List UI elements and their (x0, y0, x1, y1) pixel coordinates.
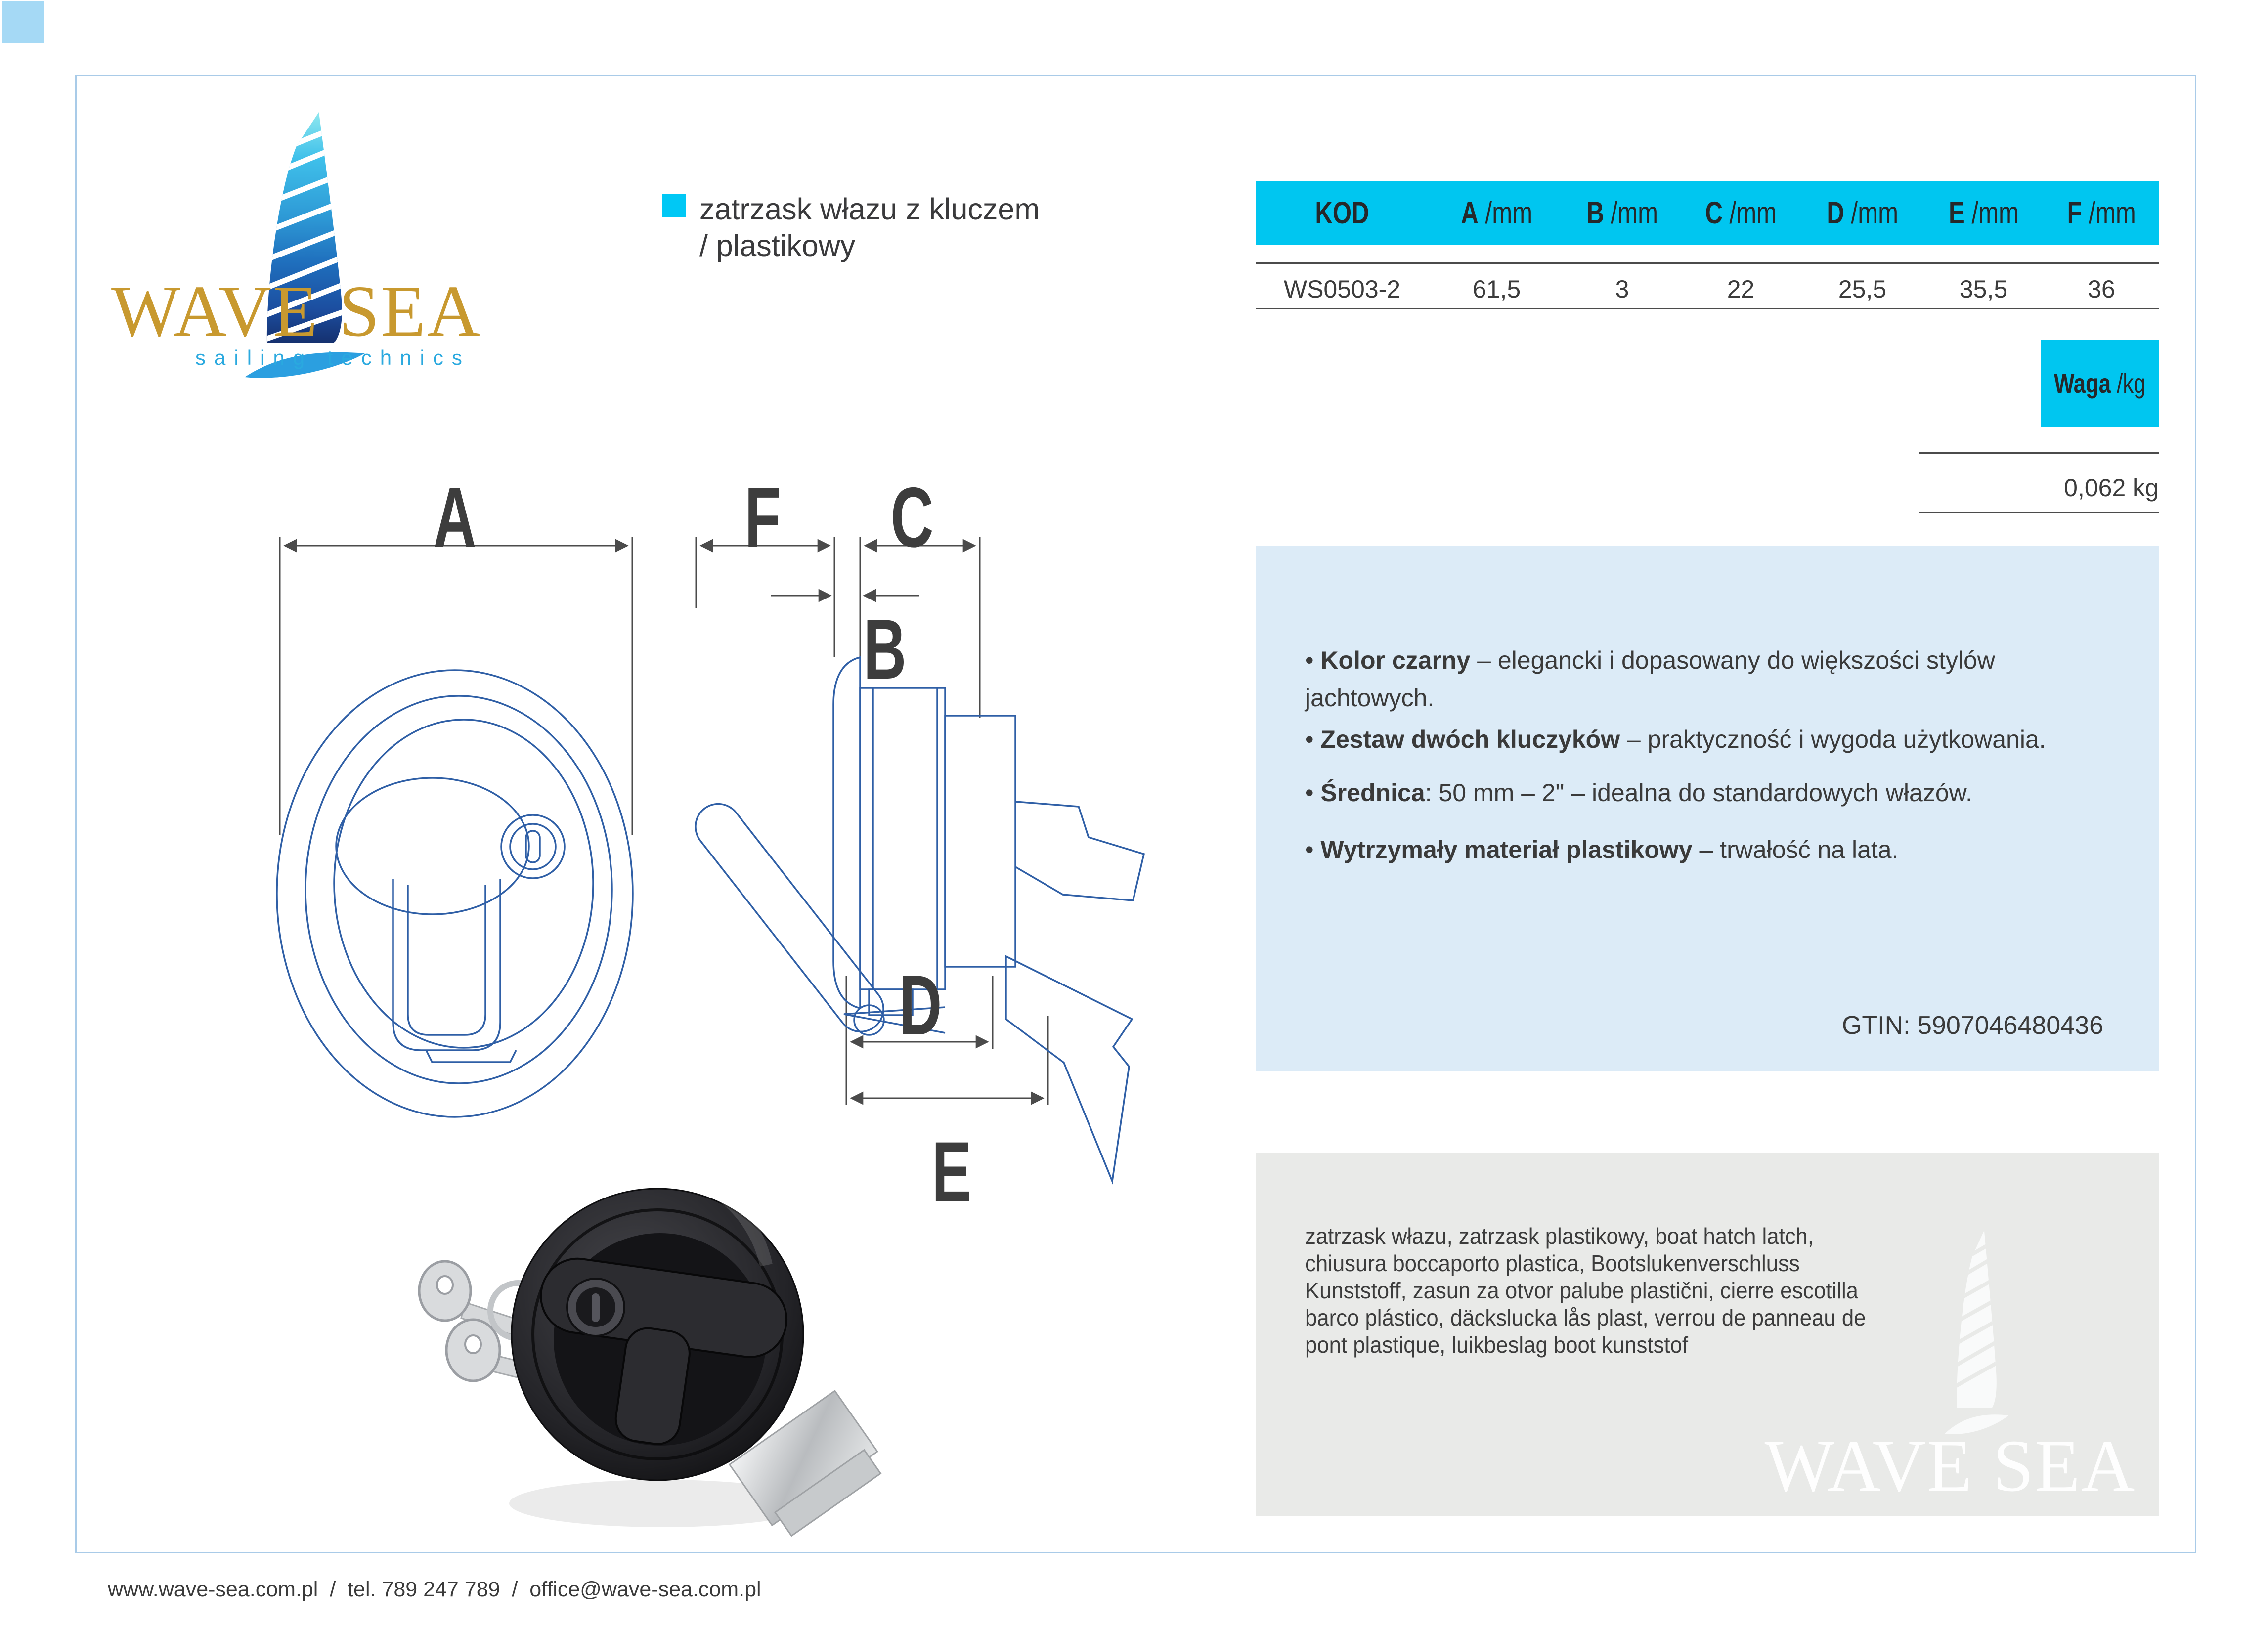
col-header-d: D /mm (1827, 196, 1898, 230)
cell-e: 35,5 (1959, 275, 2008, 303)
dim-label-a: A (433, 470, 477, 565)
cell-d: 25,5 (1838, 275, 1887, 303)
logo-wordmark: WAVE SEA (111, 271, 481, 352)
gtin-code: GTIN: 5907046480436 (1841, 1011, 2103, 1040)
cell-kod: WS0503-2 (1283, 275, 1401, 303)
feature-bullet-3: • Średnica: 50 mm – 2" – idealna do standardowych włazów. (1305, 779, 1972, 807)
col-header-kod: KOD (1315, 196, 1369, 230)
cell-b: 3 (1615, 275, 1629, 303)
weight-rule-top (1919, 452, 2159, 454)
spec-table-row (1256, 269, 2159, 309)
footer-contact: www.wave-sea.com.pl / tel. 789 247 789 / office@wave-sea.com.pl (108, 1578, 761, 1601)
synonyms-text: zatrzask włazu, zatrzask plastikowy, boat hatch latch, chiusura boccaporto plastica, Bootslukenverschluss Kunststoff, zasun za otvor palube plastični, cierre escotilla barco plástico, däckslucka lås plast, verrou de panneau de pont plastique, luikbeslag boot kunststof (1305, 1223, 1866, 1358)
watermark-sail-icon (1930, 1226, 2014, 1438)
technical-drawing (198, 470, 1211, 1260)
weight-value: 0,062 kg (2064, 474, 2159, 502)
dim-label-d: D (899, 958, 942, 1053)
weight-header: Waga /kg (2041, 340, 2159, 427)
watermark-wordmark: WAVE SEA (1764, 1425, 2136, 1507)
col-header-f: F /mm (2067, 196, 2136, 230)
weight-rule-bottom (1919, 512, 2159, 513)
cell-a: 61,5 (1472, 275, 1521, 303)
feature-bullet-4: • Wytrzymały materiał plastikowy – trwałość na lata. (1305, 836, 1899, 863)
cell-c: 22 (1727, 275, 1755, 303)
table-rule-bottom (1256, 308, 2159, 309)
spec-table-header (1256, 181, 2159, 245)
dim-label-c: C (890, 470, 934, 565)
col-header-e: E /mm (1948, 196, 2019, 230)
table-rule-top (1256, 262, 2159, 264)
col-header-c: C /mm (1705, 196, 1777, 230)
title-bullet-square (662, 194, 686, 217)
dim-label-b: B (863, 602, 907, 697)
col-header-b: B /mm (1586, 196, 1658, 230)
feature-bullet-1: • Kolor czarny – elegancki i dopasowany do większości stylów jachtowych. (1305, 646, 1995, 712)
corner-accent-square (2, 1, 44, 43)
dim-label-f: F (744, 470, 781, 565)
product-title-line1: zatrzask włazu z kluczem (699, 192, 1040, 226)
logo-tagline: sailing technics (195, 346, 471, 369)
product-title (699, 191, 1268, 264)
product-title-line2: / plastikowy (699, 229, 856, 262)
feature-bullet-2: • Zestaw dwóch kluczyków – praktyczność i wygoda użytkowania. (1305, 726, 2046, 753)
product-photo (405, 1161, 890, 1557)
dim-label-e: E (931, 1124, 972, 1219)
col-header-a: A /mm (1461, 196, 1532, 230)
cell-f: 36 (2088, 275, 2115, 303)
